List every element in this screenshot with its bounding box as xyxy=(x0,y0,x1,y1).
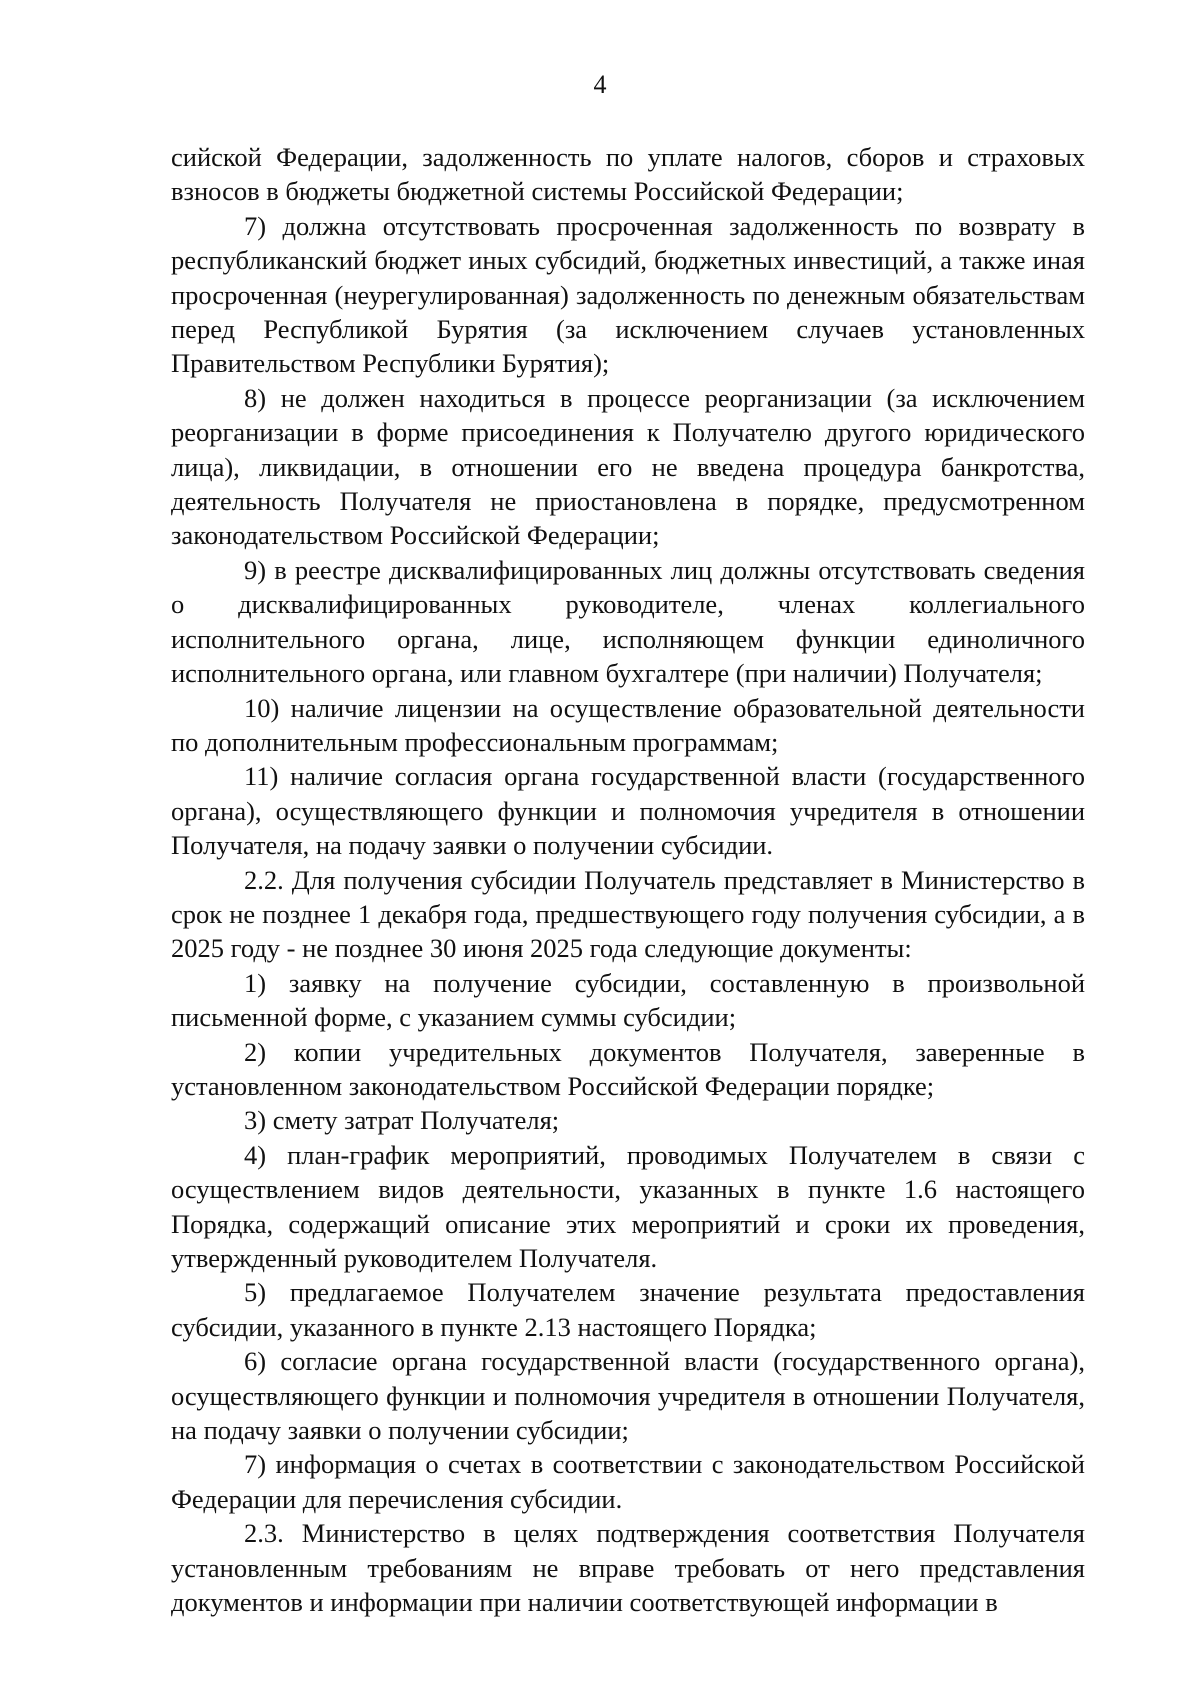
paragraph-item-9: 9) в реестре дисквалифицированных лиц должны отсутствовать сведения о дисквалифицированных руководителе, членах коллегиального исполнительного органа, лице, исполняющем функции единоличного исполнительного органа, или главном бухгалтере (при наличии) Получателя; xyxy=(171,554,1085,689)
paragraph-item-7: 7) должна отсутствовать просроченная задолженность по возврату в республиканский бюджет иных субсидий, бюджетных инвестиций, а также иная просроченная (неурегулированная) задолженность по денежным обязательствам перед Республикой Бурятия (за исключением случаев установленных Правительством Республики Бурятия); xyxy=(171,210,1085,379)
paragraph-item-8: 8) не должен находиться в процессе реорганизации (за исключением реорганизации в форме присоединения к Получателю другого юридического лица), ликвидации, в отношении его не введена процедура банкротства, деятельность Получателя не приостановлена в порядке, предусмотренном законодательством Российской Федерации; xyxy=(171,382,1085,551)
paragraph-doc-7: 7) информация о счетах в соответствии с законодательством Российской Федерации для перечисления субсидии. xyxy=(171,1449,1085,1514)
paragraph-doc-5: 5) предлагаемое Получателем значение результата предоставления субсидии, указанного в пункте 2.13 настоящего Порядка; xyxy=(171,1277,1085,1342)
document-body xyxy=(171,140,1085,1619)
paragraph-doc-2: 2) копии учредительных документов Получателя, заверенные в установленном законодательством Российской Федерации порядке; xyxy=(171,1036,1085,1101)
paragraph-item-10: 10) наличие лицензии на осуществление образовательной деятельности по дополнительным профессиональным программам; xyxy=(171,692,1085,757)
paragraph-continuation: сийской Федерации, задолженность по уплате налогов, сборов и страховых взносов в бюджеты бюджетной системы Российской Федерации; xyxy=(171,142,1085,207)
paragraph-doc-3: 3) смету затрат Получателя; xyxy=(244,1105,560,1136)
paragraph-item-11: 11) наличие согласия органа государственной власти (государственного органа), осуществляющего функции и полномочия учредителя в отношении Получателя, на подачу заявки о получении субсидии. xyxy=(171,761,1085,861)
paragraph-doc-4: 4) план-график мероприятий, проводимых Получателем в связи с осуществлением видов деятельности, указанных в пункте 1.6 настоящего Порядка, содержащий описание этих мероприятий и сроки их проведения, утвержденный руководителем Получателя. xyxy=(171,1139,1085,1273)
paragraph-doc-1: 1) заявку на получение субсидии, составленную в произвольной письменной форме, с указанием суммы субсидии; xyxy=(171,967,1085,1033)
page-number: 4 xyxy=(593,70,607,99)
paragraph-section-2-3: 2.3. Министерство в целях подтверждения соответствия Получателя установленным требованиям не вправе требовать от него представления документов и информации при наличии соответствующей информации в xyxy=(171,1518,1085,1618)
paragraph-section-2-2: 2.2. Для получения субсидии Получатель представляет в Министерство в срок не позднее 1 декабря года, предшествующего году получения субсидии, а в 2025 году - не позднее 30 июня 2025 года следующие документы: xyxy=(171,864,1085,964)
paragraph-doc-6: 6) согласие органа государственной власти (государственного органа), осуществляющего функции и полномочия учредителя в отношении Получателя, на подачу заявки о получении субсидии; xyxy=(171,1346,1085,1446)
